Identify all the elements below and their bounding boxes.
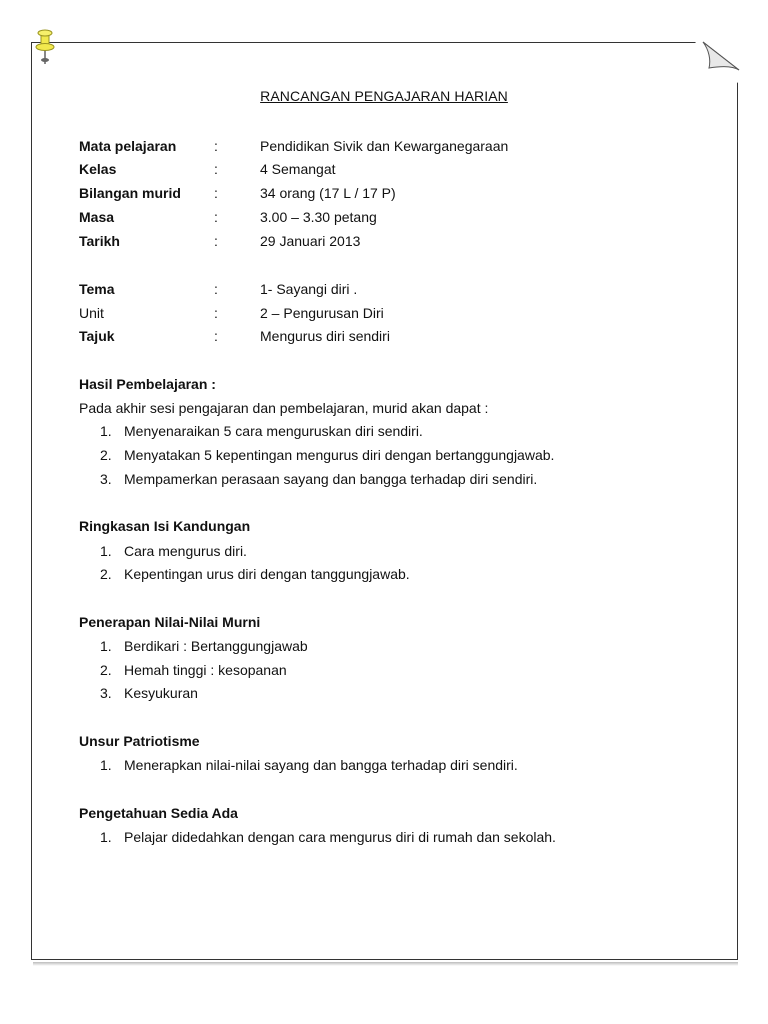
label-tarikh: Tarikh	[79, 233, 120, 249]
value-unit: 2 – Pengurusan Diri	[260, 305, 384, 321]
label-bilangan-murid: Bilangan murid	[79, 185, 181, 201]
list-number: 3.	[100, 471, 112, 487]
colon: :	[214, 305, 218, 321]
value-masa: 3.00 – 3.30 petang	[260, 209, 377, 225]
list-item: Menerapkan nilai-nilai sayang dan bangga terhadap diri sendiri.	[124, 757, 518, 773]
value-tajuk: Mengurus diri sendiri	[260, 328, 390, 344]
list-item: Kesyukuran	[124, 685, 198, 701]
list-number: 3.	[100, 685, 112, 701]
list-number: 2.	[100, 662, 112, 678]
label-masa: Masa	[79, 209, 115, 225]
list-number: 1.	[100, 829, 112, 845]
list-item: Menyenaraikan 5 cara menguruskan diri sendiri.	[124, 423, 423, 439]
label-kelas: Kelas	[79, 161, 117, 177]
document-title: RANCANGAN PENGAJARAN HARIAN	[260, 88, 508, 104]
section-intro-hasil: Pada akhir sesi pengajaran dan pembelajaran, murid akan dapat :	[79, 400, 489, 416]
list-item: Hemah tinggi : kesopanan	[124, 662, 287, 678]
section-heading-nilai: Penerapan Nilai-Nilai Murni	[79, 614, 261, 630]
value-tarikh: 29 Januari 2013	[260, 233, 361, 249]
list-item: Kepentingan urus diri dengan tanggungjawab.	[124, 566, 410, 582]
value-tema: 1- Sayangi diri .	[260, 281, 358, 297]
section-heading-patriotisme: Unsur Patriotisme	[79, 733, 200, 749]
document-page	[31, 42, 738, 960]
label-unit: Unit	[79, 305, 104, 321]
list-number: 1.	[100, 543, 112, 559]
colon: :	[214, 281, 218, 297]
colon: :	[214, 209, 218, 225]
value-mata-pelajaran: Pendidikan Sivik dan Kewarganegaraan	[260, 138, 509, 154]
value-bilangan-murid: 34 orang (17 L / 17 P)	[260, 185, 396, 201]
list-number: 2.	[100, 566, 112, 582]
colon: :	[214, 138, 218, 154]
list-number: 2.	[100, 447, 112, 463]
colon: :	[214, 185, 218, 201]
section-heading-pengetahuan: Pengetahuan Sedia Ada	[79, 805, 238, 821]
list-item: Mempamerkan perasaan sayang dan bangga terhadap diri sendiri.	[124, 471, 538, 487]
colon: :	[214, 233, 218, 249]
list-item: Menyatakan 5 kepentingan mengurus diri dengan bertanggungjawab.	[124, 447, 555, 463]
section-heading-hasil: Hasil Pembelajaran :	[79, 376, 216, 392]
list-number: 1.	[100, 638, 112, 654]
list-item: Berdikari : Bertanggungjawab	[124, 638, 308, 654]
value-kelas: 4 Semangat	[260, 161, 336, 177]
colon: :	[214, 161, 218, 177]
list-number: 1.	[100, 423, 112, 439]
label-tema: Tema	[79, 281, 115, 297]
list-item: Cara mengurus diri.	[124, 543, 247, 559]
list-number: 1.	[100, 757, 112, 773]
pushpin-icon	[33, 28, 57, 66]
list-item: Pelajar didedahkan dengan cara mengurus diri di rumah dan sekolah.	[124, 829, 556, 845]
page-curl-icon	[695, 40, 741, 86]
colon: :	[214, 328, 218, 344]
page-shadow	[33, 962, 738, 966]
label-mata-pelajaran: Mata pelajaran	[79, 138, 177, 154]
label-tajuk: Tajuk	[79, 328, 115, 344]
section-heading-ringkasan: Ringkasan Isi Kandungan	[79, 518, 251, 534]
